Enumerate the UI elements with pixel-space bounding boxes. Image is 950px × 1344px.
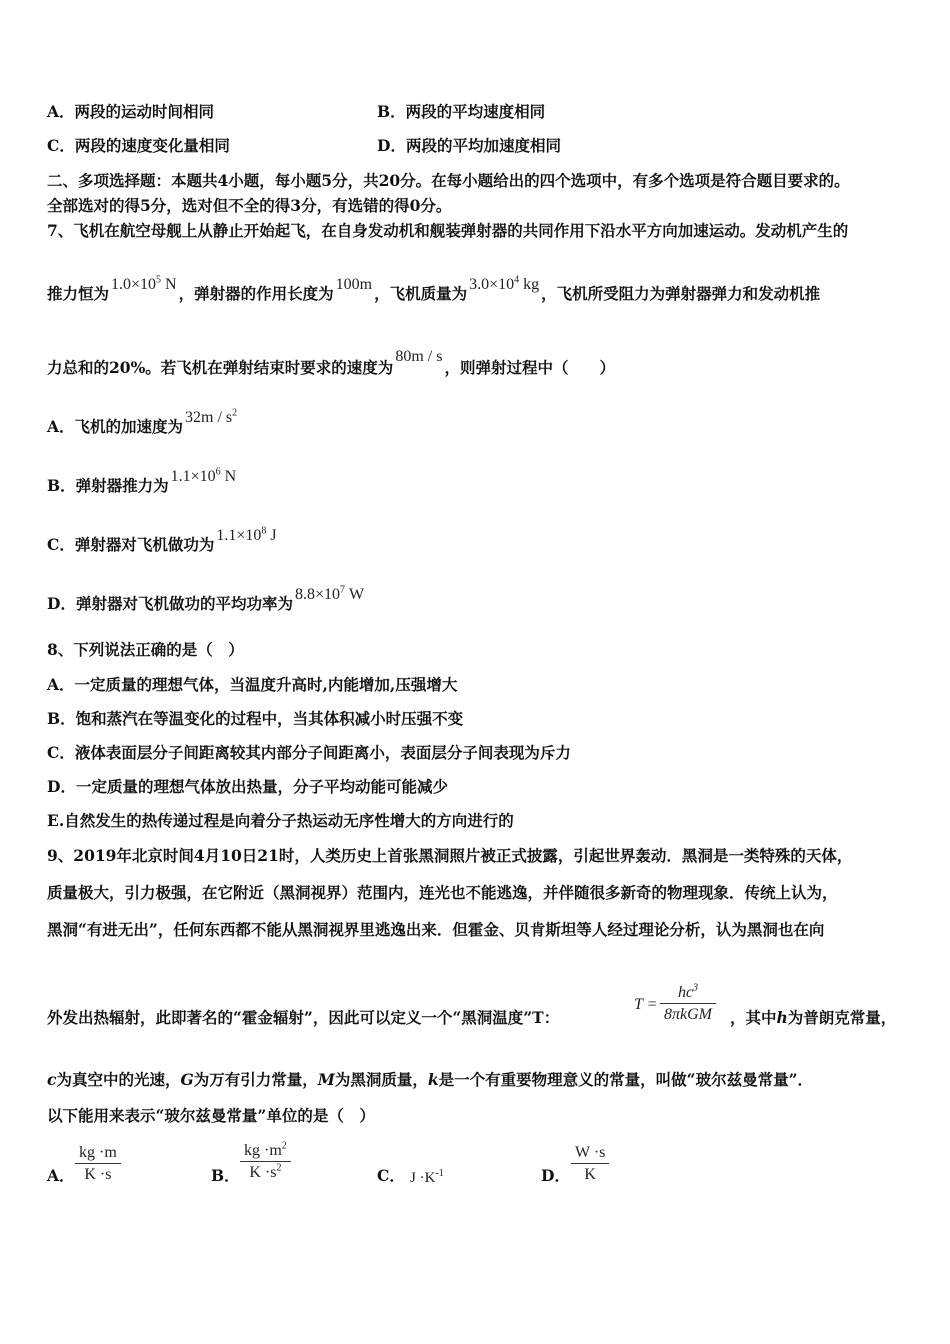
q9-option-b-label[interactable]: B． [211,1166,240,1185]
q9-formula-fraction [660,984,716,1024]
q7-a-exp: 2 [232,407,238,419]
q7-mass-unit: kg [519,276,540,293]
q6-option-c[interactable]: C．两段的速度变化量相同 [47,136,230,155]
q9-option-c-label[interactable]: C． [377,1166,405,1185]
q7-option-c-label: C．弹射器对飞机做功为 [47,535,215,554]
q7-option-a-label: A．飞机的加速度为 [47,417,184,436]
q7-d-exp: 7 [339,584,345,596]
q9-option-b-fraction[interactable] [240,1142,291,1182]
q7-option-d-label: D．弹射器对飞机做功的平均功率为 [47,594,293,613]
q9-c-exp: -1 [435,1168,444,1179]
q7-c-val: 1.1×10 [216,527,262,544]
q9-text: 为真空中的光速， [56,1070,181,1089]
q7-stem-line1: 7、飞机在航空母舰上从静止开始起飞，在自身发动机和舰装弹射器的共同作用下沿水平方向加速运动。发动机产生的 [47,221,849,240]
q7-option-a[interactable] [47,407,239,438]
q9-b-num: kg ·m [244,1142,282,1159]
section2-heading-line2: 全部选对的得5分，选对但不全的得3分，有选错的得0分。 [47,196,452,215]
q7-option-c-value [216,527,276,544]
q7-mass: 3.0×10 [469,276,515,293]
q9-text: 外发出热辐射，此即著名的“霍金辐射”，因此可以定义一个“黑洞温度”T： [47,1008,560,1027]
q7-option-d-value [295,586,364,603]
q9-text: 是一个有重要物理意义的常量，叫做“玻尔兹曼常量”． [438,1070,814,1089]
q9-stem-line4-tail [730,1008,896,1028]
q7-thrust-exp: 5 [156,274,162,286]
q7-thrust-unit: N [161,276,177,293]
q7-c-unit: J [266,527,277,544]
q9-symbol-k: k [427,1070,439,1089]
q9-formula-num-exp: 3 [693,982,699,994]
q9-formula-num: hc [677,984,694,1001]
q9-stem-line4 [47,1008,559,1028]
q9-option-c-value[interactable] [410,1170,444,1187]
q7-option-d[interactable] [47,584,366,615]
q7-option-a-value [185,409,237,426]
q9-stem-line3: 黑洞“有进无出”，任何东西都不能从黑洞视界里逃逸出来．但霍金、贝肯斯坦等人经过理论分析，认为黑洞也在向 [47,920,825,939]
q9-text: ，其中 [730,1008,777,1027]
q7-text: 力总和的20%。若飞机在弹射结束时要求的速度为 [47,358,394,377]
q9-option-a-fraction[interactable] [75,1144,121,1184]
q9-text: 为普朗克常量， [787,1008,897,1027]
q9-formula-numerator [660,984,716,1004]
q6-option-a[interactable]: A．两段的运动时间相同 [47,102,215,121]
q7-b-val: 1.1×10 [170,468,216,485]
q9-stem-line1: 9、2019年北京时间4月10日21时，人类历史上首张黑洞照片被正式披露，引起世界轰动．黑洞是一类特殊的天体， [47,846,853,865]
q7-length-value: 100m [335,276,373,293]
q7-stem-line2 [47,274,821,305]
q9-c-val: J ·K [410,1170,436,1186]
q8-option-d[interactable]: D．一定质量的理想气体放出热量，分子平均动能可能减少 [47,777,448,796]
q9-b-den-exp: 2 [276,1162,282,1174]
q7-thrust-value [111,276,177,293]
q7-option-b-value [171,468,237,485]
q7-a-val: 32m / s [185,409,233,426]
q7-option-b[interactable] [47,466,238,497]
q7-mass-value [469,276,539,293]
q9-symbol-m: M [317,1070,335,1089]
q8-option-a[interactable]: A．一定质量的理想气体，当温度升高时,内能增加,压强增大 [47,675,458,694]
q7-option-c[interactable] [47,525,279,556]
q7-thrust: 1.0×10 [111,276,157,293]
q8-option-c[interactable]: C．液体表面层分子间距离较其内部分子间距离小，表面层分子间表现为斥力 [47,743,571,762]
q9-b-den: K ·s [249,1164,277,1181]
q6-option-d[interactable]: D．两段的平均加速度相同 [377,136,561,155]
q9-text: 为万有引力常量， [193,1070,318,1089]
section2-heading-line1: 二、多项选择题：本题共4小题，每小题5分，共20分。在每小题给出的四个选项中，有多个选项是符合题目要求的。 [47,171,850,190]
q7-b-unit: N [220,468,237,485]
q9-formula-denominator: 8πkGM [664,1006,712,1023]
q7-text: 推力恒为 [47,284,110,303]
q9-option-d-numerator: W ·s [571,1144,609,1164]
q8-option-e[interactable]: E.自然发生的热传递过程是向着分子热运动无序性增大的方向进行的 [47,811,514,830]
q7-text: ，弹射器的作用长度为 [178,284,334,303]
q9-option-b-denominator [240,1162,291,1182]
q7-d-val: 8.8×10 [294,586,340,603]
q7-c-exp: 8 [261,525,267,537]
q9-stem-line6: 以下能用来表示“玻尔兹曼常量”单位的是（ ） [47,1106,375,1125]
q7-text: ，飞机所受阻力为弹射器弹力和发动机推 [541,284,821,303]
q7-text: ，飞机质量为 [374,284,468,303]
q7-b-exp: 6 [215,466,221,478]
q9-formula-lhs: T = [634,996,658,1013]
q7-speed-value: 80m / s [395,348,443,365]
q9-text: 为黑洞质量， [334,1070,428,1089]
q9-option-a-denominator: K ·s [84,1166,112,1183]
q9-option-b-numerator [240,1142,291,1162]
q7-text: ，则弹射过程中（ ） [444,358,615,377]
q8-option-b[interactable]: B．饱和蒸汽在等温变化的过程中，当其体积减小时压强不变 [47,709,464,728]
q9-option-d-denominator: K [584,1166,596,1183]
q9-option-a-numerator: kg ·m [75,1144,121,1164]
q7-stem-line3 [47,348,615,379]
q9-b-num-exp: 2 [281,1140,287,1152]
q9-symbol-g: G [180,1070,194,1089]
q9-option-a-label[interactable]: A． [47,1166,75,1185]
q9-stem-line5 [47,1070,813,1090]
q9-option-d-label[interactable]: D． [541,1166,570,1185]
q9-symbol-h: h [776,1008,788,1027]
q7-option-b-label: B．弹射器推力为 [47,476,169,495]
q9-stem-line2: 质量极大，引力极强，在它附近（黑洞视界）范围内，连光也不能逃逸，并伴随很多新奇的物理现象．传统上认为， [47,883,838,902]
q9-symbol-c: c [47,1070,57,1089]
q8-stem: 8、下列说法正确的是（ ） [47,640,244,659]
q7-d-unit: W [344,586,365,603]
q7-mass-exp: 4 [514,274,520,286]
q6-option-b[interactable]: B．两段的平均速度相同 [377,102,546,121]
q9-option-d-fraction[interactable] [571,1144,609,1184]
